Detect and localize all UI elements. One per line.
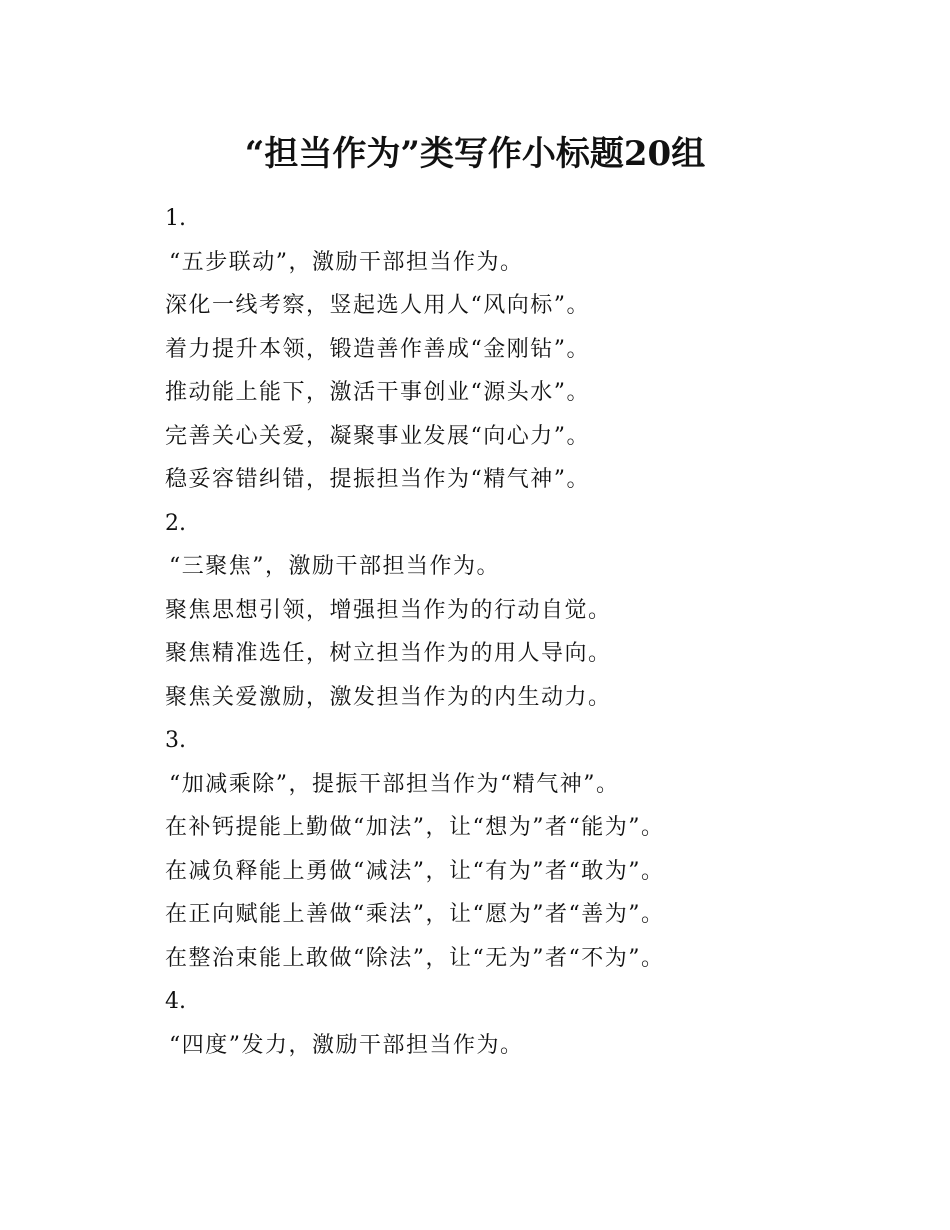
section-line: 在正向赋能上善做“乘法”，让“愿为”者“善为”。	[165, 902, 665, 927]
section-line: 聚焦思想引领，增强担当作为的行动自觉。	[165, 597, 612, 623]
section-number: 2.	[165, 510, 186, 536]
section-line: 深化一线考察，竖起选人用人“风向标”。	[165, 293, 590, 318]
section-line: 着力提升本领，锻造善作善成“金刚钻”。	[165, 336, 590, 362]
section-line: 在整治束能上敢做“除法”，让“无为”者“不为”。	[165, 945, 665, 971]
section-heading: “五步联动”，激励干部担当作为。	[169, 249, 524, 275]
section-line: 聚焦精准选任，树立担当作为的用人导向。	[165, 641, 612, 666]
section-line: 完善关心关爱，凝聚事业发展“向心力”。	[165, 423, 590, 449]
document-body	[165, 197, 865, 1067]
section-heading: “加减乘除”，提振干部担当作为“精气神”。	[169, 771, 620, 797]
section-heading: “三聚焦”，激励干部担当作为。	[169, 554, 500, 579]
section-line: 在补钙提能上勤做“加法”，让“想为”者“能为”。	[165, 815, 665, 840]
section-heading: “四度”发力，激励干部担当作为。	[169, 1032, 524, 1058]
section-line: 聚焦关爱激励，激发担当作为的内生动力。	[165, 684, 612, 710]
section-line: 在减负释能上勇做“减法”，让“有为”者“敢为”。	[165, 858, 665, 884]
document-title: “担当作为”类写作小标题20组	[244, 134, 706, 174]
section-number: 4.	[165, 989, 186, 1014]
section-line: 稳妥容错纠错，提振担当作为“精气神”。	[165, 467, 590, 492]
section-number: 1.	[165, 206, 186, 231]
section-number: 3.	[165, 728, 186, 753]
section-line: 推动能上能下，激活干事创业“源头水”。	[165, 380, 590, 405]
